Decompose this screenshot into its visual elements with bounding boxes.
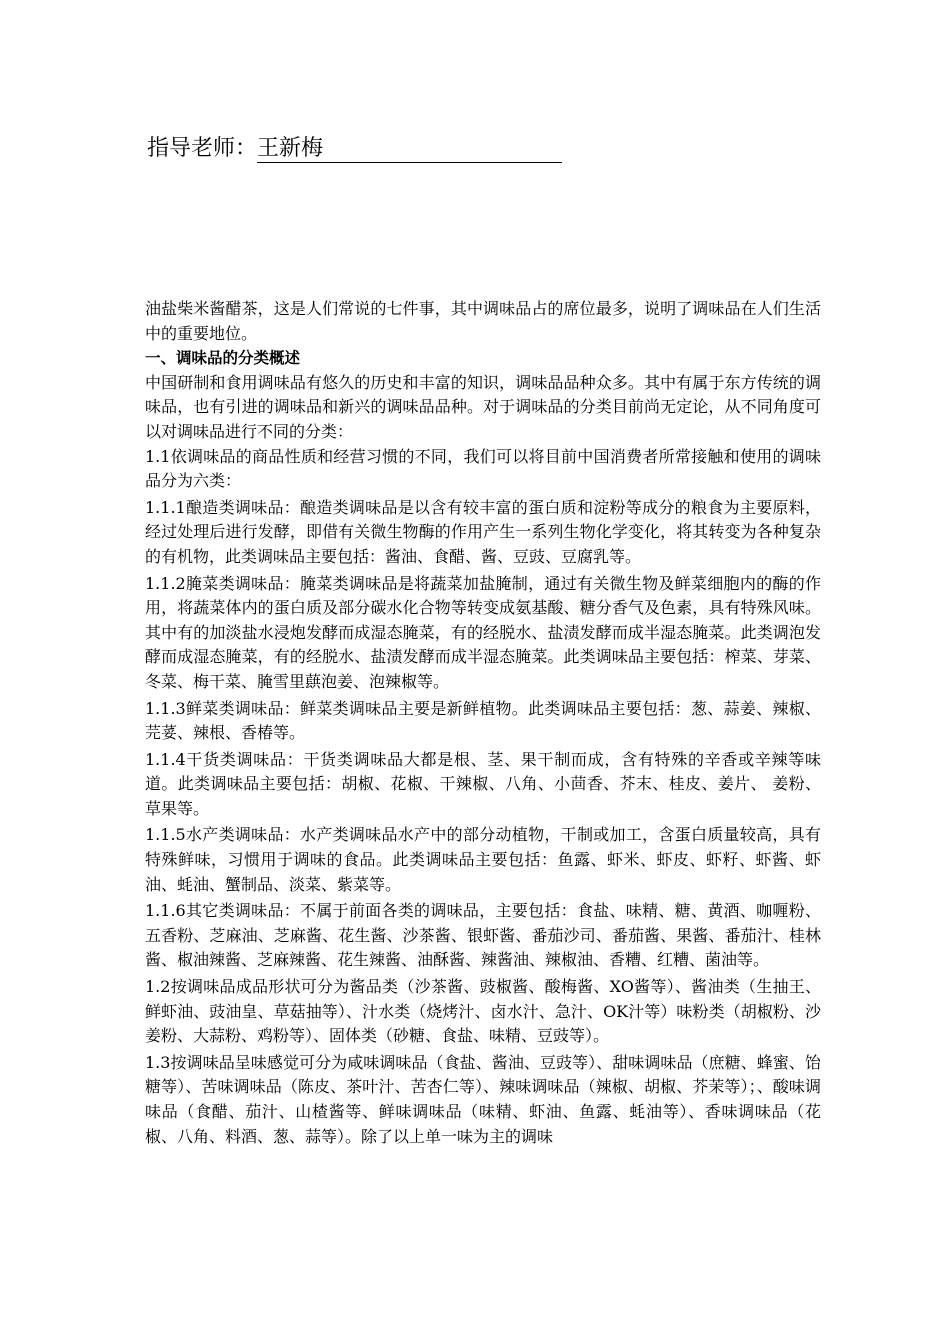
section-1-1-5-paragraph: 1.1.5水产类调味品：水产类调味品水产中的部分动植物，干制或加工，含蛋白质量较高，具有特殊鲜味，习惯用于调味的食品。此类调味品主要包括：鱼露、虾米、虾皮、虾籽、虾酱、虾油、蚝油、蟹制品、淡菜、紫菜等。 — [145, 825, 821, 894]
section-1-1-paragraph: 1.1依调味品的商品性质和经营习惯的不同，我们可以将目前中国消费者所常接触和使用的调味品分为六类： — [145, 446, 821, 491]
section-1-1-4-paragraph: 1.1.4干货类调味品：干货类调味品大都是根、茎、果干制而成，含有特殊的辛香或辛辣等味道。此类调味品主要包括：胡椒、花椒、干辣椒、八角、小茴香、芥末、桂皮、姜片、 姜粉、草果等。 — [145, 749, 821, 818]
section-1-1-3-paragraph: 1.1.3鲜菜类调味品：鲜菜类调味品主要是新鲜植物。此类调味品主要包括：葱、蒜姜、辣椒、芫荽、辣根、香椿等。 — [145, 698, 821, 743]
intro-paragraph: 油盐柴米酱醋茶，这是人们常说的七件事，其中调味品占的席位最多，说明了调味品在人们生活中的重要地位。 — [145, 299, 821, 343]
section-1-3-paragraph: 1.3按调味品呈味感觉可分为咸味调味品（食盐、酱油、豆豉等）、甜味调味品（庶糖、蜂蜜、饴糖等）、苦味调味品（陈皮、茶叶汁、苦杏仁等）、辣味调味品（辣椒、胡椒、芥茉等）；、酸味调味品（食醋、茄汁、山楂酱等、鲜味调味品（味精、虾油、鱼露、蚝油等）、香味调味品（花椒、八角、料酒、葱、蒜等）。除了以上单一味为主的调味 — [145, 1052, 821, 1146]
advisor-name: 王新梅 — [257, 136, 562, 163]
advisor-line — [147, 134, 562, 164]
overview-paragraph: 中国研制和食用调味品有悠久的历史和丰富的知识，调味品品种众多。其中有属于东方传统的调味品，也有引进的调味品和新兴的调味品品种。对于调味品的分类目前尚无定论，从不同角度可以对调味品进行不同的分类： — [145, 372, 821, 441]
section-1-1-6-paragraph: 1.1.6其它类调味品：不属于前面各类的调味品，主要包括：食盐、味精、糖、黄酒、咖喱粉、五香粉、芝麻油、芝麻酱、花生酱、沙茶酱、银虾酱、番茄沙司、番茄酱、果酱、番茄汁、桂林酱、椒油辣酱、芝麻辣酱、花生辣酱、油酥酱、辣酱油、辣椒油、香糟、红糟、菌油等。 — [145, 901, 821, 970]
section-heading: 一、调味品的分类概述 — [145, 349, 301, 368]
section-1-2-paragraph: 1.2按调味品成品形状可分为酱品类（沙茶酱、豉椒酱、酸梅酱、XO酱等）、酱油类（生抽王、鲜虾油、豉油皇、草菇抽等）、汁水类（烧烤汁、卤水汁、急汁、OK汁等）味粉类（胡椒粉、沙姜粉、大蒜粉、鸡粉等）、固体类（砂糖、食盐、味精、豆豉等）。 — [145, 977, 821, 1046]
document-body — [145, 297, 821, 1149]
section-1-1-2-paragraph: 1.1.2腌菜类调味品：腌菜类调味品是将蔬菜加盐腌制，通过有关微生物及鲜菜细胞内的酶的作用，将蔬菜体内的蛋白质及部分碳水化合物等转变成氨基酸、糖分香气及色素，具有特殊风味。其中有的加淡盐水浸炮发酵而成湿态腌菜，有的经脱水、盐渍发酵而成半湿态腌菜。此类调泡发酵而成湿态腌菜，有的经脱水、盐渍发酵而成半湿态腌菜。此类调味品主要包括：榨菜、芽菜、冬菜、梅干菜、腌雪里蕻泡姜、泡辣椒等。 — [145, 573, 821, 691]
advisor-label: 指导老师： — [147, 136, 258, 161]
section-1-1-1-paragraph: 1.1.1酿造类调味品：酿造类调味品是以含有较丰富的蛋白质和淀粉等成分的粮食为主要原料，经过处理后进行发酵，即借有关微生物酶的作用产生一系列生物化学变化，将其转变为各种复杂的有机物，此类调味品主要包括：酱油、食醋、酱、豆豉、豆腐乳等。 — [145, 497, 821, 566]
